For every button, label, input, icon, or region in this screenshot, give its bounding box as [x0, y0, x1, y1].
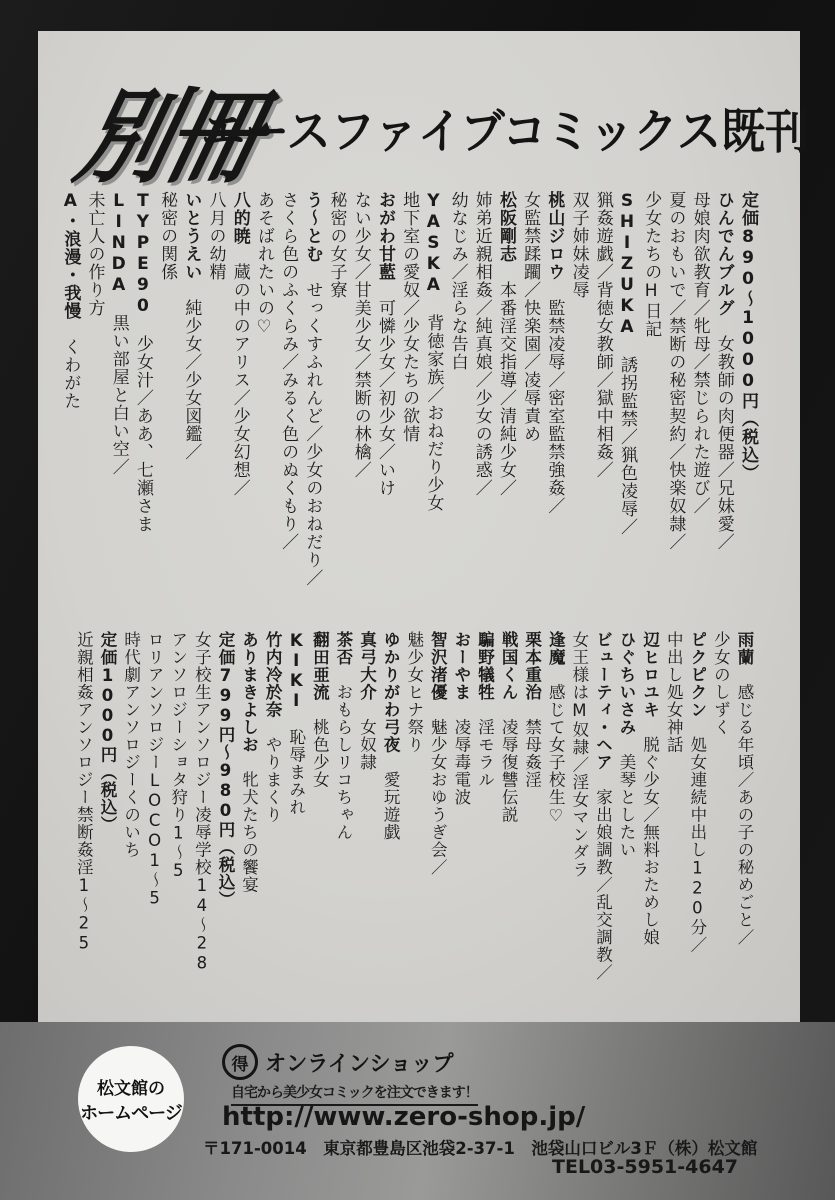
- author-name: ビューティ・ヘア: [593, 631, 613, 771]
- work-titles: アンソロジーショタ狩り1〜5: [168, 631, 188, 881]
- work-titles: 母娘肉欲教育／牝母／禁じられた遊び／: [689, 191, 710, 515]
- work-titles: 本番淫交指導／清純少女／: [495, 263, 516, 497]
- work-titles: 禁母姦淫: [522, 701, 542, 789]
- author-name: 辺ヒロユキ: [640, 631, 660, 719]
- work-titles: ない少女／甘美少女／禁断の林檎／: [350, 191, 371, 479]
- catalog-column: [402, 631, 426, 1027]
- work-titles: 桃色少女: [310, 701, 330, 789]
- publisher-tel: TEL03-5951-4647: [552, 1156, 739, 1178]
- work-titles: 秘密の女子寮: [326, 191, 347, 299]
- catalog-column: [639, 191, 663, 633]
- author-name: 定価799円〜980円（税込）: [215, 631, 235, 909]
- work-titles: 淫モラル: [475, 701, 495, 789]
- catalog-column: [445, 191, 469, 633]
- catalog-column: [373, 191, 397, 633]
- catalog-column: [615, 191, 639, 633]
- work-titles: 女教師の肉便器／兄妹愛／: [713, 317, 734, 551]
- shop-url: http://www.zero-shop.jp/: [222, 1102, 586, 1132]
- work-titles: 監禁凌辱／密室監禁強姦／: [544, 281, 565, 515]
- catalog-column: [166, 631, 190, 1027]
- catalog-column: [131, 191, 155, 633]
- toku-mark-icon: 得: [222, 1044, 258, 1080]
- catalog-column: [685, 631, 709, 1027]
- catalog-column: [544, 631, 568, 1027]
- footer-band: [0, 1022, 835, 1200]
- work-titles: 愛玩遊戯: [381, 753, 401, 841]
- author-name: う〜とむ: [302, 191, 323, 263]
- work-titles: あそばれたいの♡: [253, 191, 274, 338]
- author-name: いとうえい: [181, 191, 202, 281]
- catalog-column: [349, 191, 373, 633]
- work-titles: おもらしリコちゃん: [333, 666, 353, 841]
- author-name: ありまきよしお: [239, 631, 259, 754]
- catalog-column: [72, 631, 96, 1027]
- catalog-column: [324, 191, 348, 633]
- work-titles: 誘拐監禁／猟色凌辱／: [616, 338, 637, 536]
- catalog-column: [213, 631, 237, 1027]
- work-titles: 美琴としたい: [617, 736, 637, 859]
- catalog-lower-list: [70, 631, 756, 1027]
- catalog-column: [261, 631, 285, 1027]
- catalog-column: [567, 631, 591, 1027]
- catalog-column: [494, 191, 518, 633]
- catalog-column: [736, 191, 760, 633]
- work-titles: 幼なじみ／淫らな告白: [447, 191, 468, 371]
- author-name: ピクピクン: [687, 631, 707, 719]
- author-name: 八的暁: [229, 191, 250, 245]
- catalog-column: [591, 191, 615, 633]
- author-name: TYPE90: [132, 191, 153, 317]
- author-name: 松阪剛志: [495, 191, 516, 263]
- catalog-column: [331, 631, 355, 1027]
- work-titles: 蔵の中のアリス／少女幻想／: [229, 245, 250, 497]
- author-name: おーやま: [451, 631, 471, 701]
- work-titles: 地下室の愛奴／少女たちの欲情: [399, 191, 420, 443]
- work-titles: 未亡人の作り方: [84, 191, 105, 317]
- catalog-column: [155, 191, 179, 633]
- catalog-column: [614, 631, 638, 1027]
- author-name: ひぐちいさみ: [617, 631, 637, 736]
- author-name: 栗本重治: [522, 631, 542, 701]
- catalog-column: [712, 191, 736, 633]
- homepage-badge: [78, 1046, 184, 1152]
- author-name: 定価1000円（税込）: [97, 631, 117, 834]
- catalog-column: [566, 191, 590, 633]
- work-titles: ロリアンソロジーLOCO1〜5: [145, 631, 165, 909]
- page-title: エースファイブコミックス既刊: [201, 104, 810, 160]
- work-titles: 凌辱毒電波: [451, 701, 471, 806]
- work-titles: 家出娘調教／乱交調教／: [593, 771, 613, 981]
- catalog-column: [662, 631, 686, 1027]
- author-name: 茶否: [333, 631, 353, 666]
- homepage-badge-line2: ホームページ: [80, 1102, 182, 1124]
- author-name: 智沢渚優: [428, 631, 448, 701]
- work-titles: 猟姦遊戯／背徳女教師／獄中相姦／: [592, 191, 613, 479]
- catalog-column: [82, 191, 106, 633]
- author-name: 桃山ジロウ: [544, 191, 565, 281]
- work-titles: 時代劇アンソロジーくのいち: [121, 631, 141, 859]
- author-name: 逢魔: [546, 631, 566, 666]
- author-name: 雨蘭: [735, 631, 754, 666]
- catalog-column: [355, 631, 379, 1027]
- work-titles: くわがた: [60, 320, 81, 410]
- work-titles: 少女たちのH日記: [641, 191, 662, 338]
- catalog-column: [542, 191, 566, 633]
- work-titles: 少女汁／ああ、七瀬さま: [132, 317, 153, 533]
- catalog-column: [591, 631, 615, 1027]
- author-name: LINDA: [108, 191, 129, 296]
- catalog-page: [38, 31, 810, 1022]
- work-titles: 恥辱まみれ: [286, 711, 306, 816]
- catalog-column: [663, 191, 687, 633]
- work-titles: 牝犬たちの饗宴: [239, 753, 259, 894]
- catalog-column: [95, 631, 119, 1027]
- work-titles: 姉弟近親相姦／純真娘／少女の誘惑／: [471, 191, 492, 497]
- work-titles: 黒い部屋と白い空／: [108, 296, 129, 476]
- catalog-column: [687, 191, 711, 633]
- bessatsu-logo: 別冊: [65, 77, 272, 198]
- author-name: ひんでんブルグ: [713, 191, 734, 317]
- author-name: KIKI: [286, 631, 306, 711]
- catalog-column: [203, 191, 227, 633]
- catalog-column: [190, 631, 214, 1027]
- work-titles: さくら色のふくらみ／みるく色のぬくもり／: [278, 191, 299, 551]
- work-titles: 処女連続中出し120分／: [687, 718, 707, 954]
- catalog-column: [276, 191, 300, 633]
- catalog-column: [426, 631, 450, 1027]
- work-titles: 女監禁蹂躙／快楽園／凌辱責め: [520, 191, 541, 443]
- catalog-column: [732, 631, 756, 1027]
- catalog-column: [638, 631, 662, 1027]
- work-titles: 双子姉妹凌辱: [568, 191, 589, 299]
- catalog-column: [284, 631, 308, 1027]
- shop-tagline: 自宅から美少女コミックを注文できます！: [231, 1082, 478, 1106]
- author-name: 翻田亜流: [310, 631, 330, 701]
- work-titles: 夏のおもいで／禁断の秘密契約／快楽奴隷／: [665, 191, 686, 551]
- work-titles: 可憐少女／初少女／いけ: [374, 281, 395, 497]
- author-name: 定価890〜1000円（税込）: [738, 191, 758, 482]
- author-name: YASKA: [423, 191, 444, 296]
- work-titles: 八月の幼精: [205, 191, 226, 281]
- catalog-column: [520, 631, 544, 1027]
- catalog-column: [252, 191, 276, 633]
- catalog-column: [449, 631, 473, 1027]
- work-titles: 少女のしずく: [711, 631, 731, 736]
- catalog-column: [397, 191, 421, 633]
- work-titles: 近親相姦アンソロジー禁断姦淫1〜25: [74, 631, 94, 954]
- author-name: 竹内冷於奈: [263, 631, 283, 719]
- work-titles: 女奴隷: [357, 701, 377, 771]
- author-name: 真弓大介: [357, 631, 377, 701]
- work-titles: 魅少女ヒナ祭り: [404, 631, 424, 754]
- author-name: SHIZUKA: [616, 191, 637, 338]
- work-titles: 純少女／少女図鑑／: [181, 281, 202, 461]
- online-shop-title: オンラインショップ: [265, 1051, 454, 1077]
- work-titles: 魅少女おゆうぎ会／: [428, 701, 448, 876]
- author-name: 騙野犠牲: [475, 631, 495, 701]
- online-shop-header: [222, 1044, 461, 1080]
- catalog-column: [237, 631, 261, 1027]
- work-titles: 女王様はM奴隷／淫女マンダラ: [569, 631, 589, 879]
- catalog-upper-list: [58, 191, 760, 633]
- author-name: 戦国くん: [499, 631, 519, 701]
- author-name: ゆかりがわ弓夜: [381, 631, 401, 754]
- catalog-column: [421, 191, 445, 633]
- author-name: おがわ甘藍: [374, 191, 395, 281]
- catalog-column: [58, 191, 82, 633]
- catalog-column: [179, 191, 203, 633]
- work-titles: 女子校生アンソロジー凌辱学校14〜28: [192, 631, 212, 974]
- catalog-column: [518, 191, 542, 633]
- catalog-column: [470, 191, 494, 633]
- work-titles: せっくすふれんど／少女のおねだり／: [302, 263, 323, 587]
- catalog-column: [709, 631, 733, 1027]
- author-name: A・浪漫・我慢: [60, 191, 81, 320]
- catalog-column: [473, 631, 497, 1027]
- work-titles: 脱ぐ少女／無料おためし娘: [640, 718, 660, 946]
- work-titles: やりまくり: [263, 718, 283, 824]
- catalog-column: [300, 191, 324, 633]
- catalog-column: [119, 631, 143, 1027]
- catalog-column: [143, 631, 167, 1027]
- work-titles: 秘密の関係: [157, 191, 178, 281]
- catalog-column: [379, 631, 403, 1027]
- catalog-column: [496, 631, 520, 1027]
- work-titles: 感じる年頃／あの子の秘めごと／: [735, 666, 754, 946]
- work-titles: 背徳家族／おねだり少女: [423, 296, 444, 512]
- catalog-column: [308, 631, 332, 1027]
- homepage-badge-line1: 松文館の: [97, 1078, 165, 1099]
- catalog-column: [107, 191, 131, 633]
- publisher-address: 〒171-0014 東京都豊島区池袋2-37-1 池袋山口ビル3Ｆ（株）松文館: [203, 1139, 758, 1158]
- work-titles: 中出し処女神話: [664, 631, 684, 754]
- catalog-column: [228, 191, 252, 633]
- work-titles: 感じて女子校生♡: [546, 666, 566, 826]
- work-titles: 凌辱復讐伝説: [499, 701, 519, 824]
